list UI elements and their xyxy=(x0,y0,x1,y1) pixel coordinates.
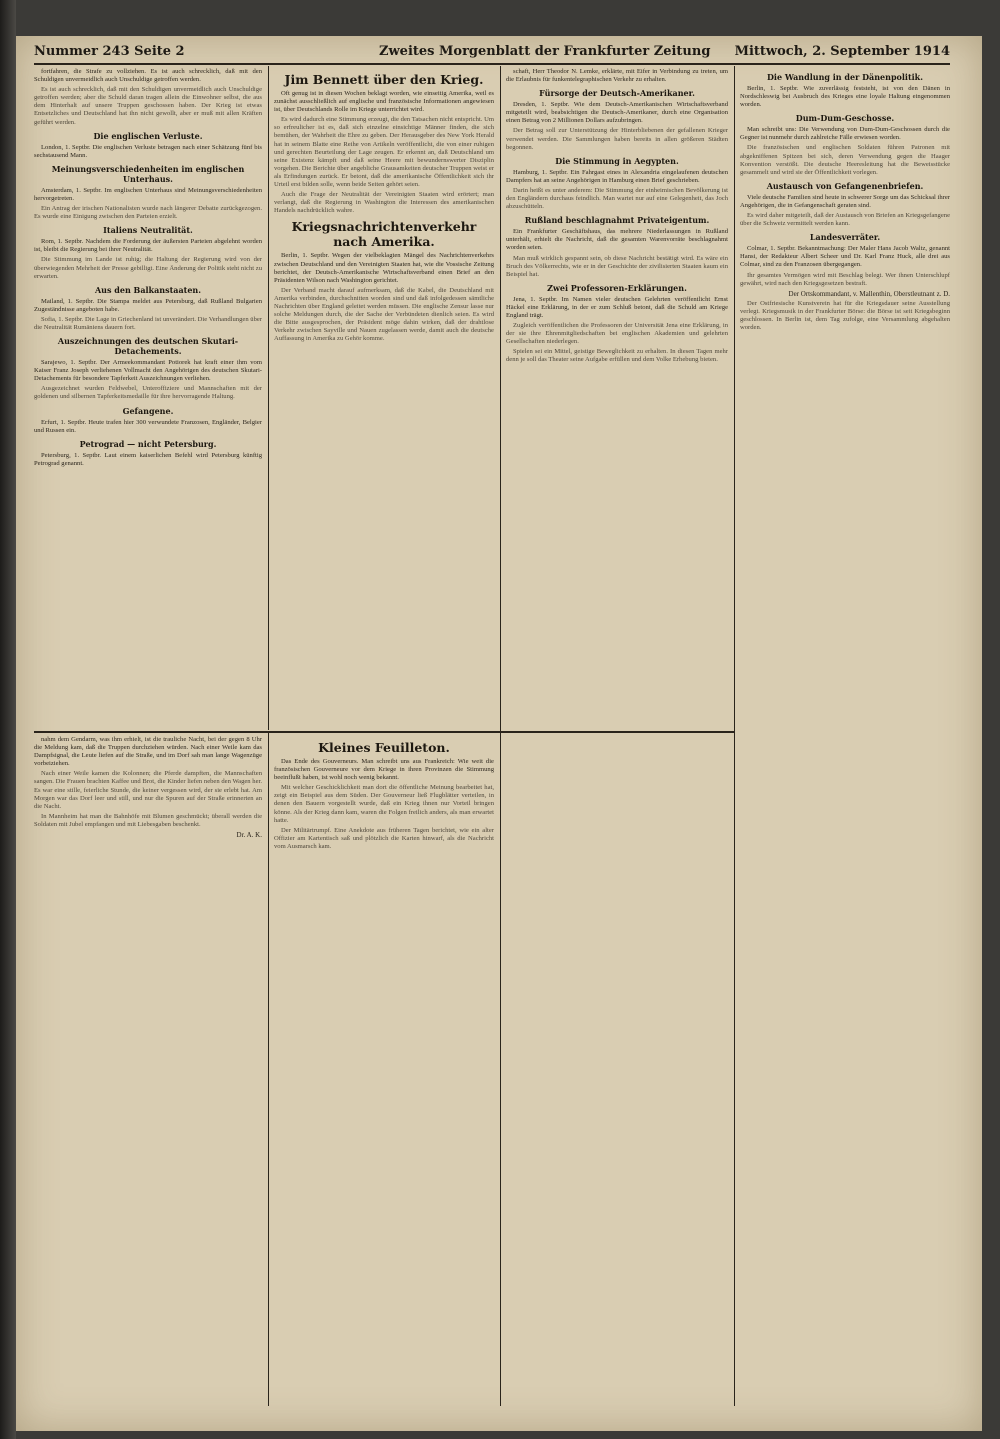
lower-column-1 xyxy=(34,736,262,1398)
heading-dumdum: Dum-Dum-Geschosse. xyxy=(795,113,895,124)
commandant-signature: Der Ortskommandant, v. Mallenthin, Oberstleutnant z. D. xyxy=(788,289,950,298)
heading-skutari: Auszeichnungen des deutschen Skutari-Detachements. xyxy=(57,336,239,357)
heading-welfare: Fürsorge der Deutsch-Amerikaner. xyxy=(539,88,695,99)
filler-text: Es ist auch schrecklich, daß mit den Schuldigen unvermeidlich auch Unschuldige getroffen werden; aber die Schuld daran tragen allein die Einwohner selbst, die aus dem Hinterhalt auf unsere Truppen geschossen haben. Der Krieg ist etwas Entsetzliches und Deutschland hat ihn nicht gewollt, aber er muß mit allen Kräften geführt werden. xyxy=(34,86,262,126)
filler-text: Der Verband macht darauf aufmerksam, daß die Kabel, die Deutschland mit Amerika verbinden, durchschnitten worden sind und daß infolgedessen sämtliche Nachrichten über England geleitet werden müssen. Die englische Zensur lasse nur solche Meldungen durch, die der Sache der Verbündeten dienlich seien. Es wird die Bitte ausgesprochen, der Präsident möge dahin wirken, daß der drahtlose Verkehr zwischen Sayville und Nauen zugelassen werde, damit auch die deutsche Auffassung in Amerika zu Gehör komme. xyxy=(274,286,494,343)
filler-text: Der Betrag soll zur Unterstützung der Hinterbliebenen der gefallenen Krieger verwendet werden. Die Sammlungen haben bereits in allen größeren Städten begonnen. xyxy=(506,127,728,151)
heading-feuilleton: Kleines Feuilleton. xyxy=(318,740,450,755)
filler-text: Mit welcher Geschicklichkeit man dort die öffentliche Meinung bearbeitet hat, zeigt ein Beispiel aus dem Süden. Der Gouverneur ließ Flugblätter verteilen, in denen den Bauern vorgestellt wurde, daß ein Krieg ihnen nur Vorteil bringen könne. Als der Krieg dann kam, waren die Folgen freilich anders, als man erwartet hatte. xyxy=(274,784,494,824)
column-rule-lower xyxy=(268,733,269,1406)
paragraph-bennett: Oft genug ist in diesen Wochen beklagt worden, wie einseitig Amerika, weil es zunächst ausschließlich auf englische und französische Informationen angewiesen ist, über Deutschlands Rolle im Kriege unterrichtet wird. xyxy=(274,90,494,114)
issue-date: Mittwoch, 2. September 1914 xyxy=(734,44,950,59)
paragraph-unterhaus: Amsterdam, 1. Septbr. Im englischen Unterhaus sind Meinungsverschiedenheiten hervorgetreten. xyxy=(34,186,262,202)
filler-text: Sofia, 1. Septbr. Die Lage in Griechenland ist unverändert. Die Verhandlungen über die Neutralität Rumäniens dauern fort. xyxy=(34,315,262,331)
filler-text: Die Stimmung im Lande ist ruhig; die Haltung der Regierung wird von der überwiegenden Mehrheit der Presse gebilligt. Eine Änderung der Politik steht nicht zu erwarten. xyxy=(34,256,262,280)
heading-italy: Italiens Neutralität. xyxy=(103,225,193,236)
header-rule xyxy=(34,63,950,65)
column-rule-2 xyxy=(500,66,501,1406)
lower-column-2 xyxy=(274,736,494,1398)
heading-prisoners: Gefangene. xyxy=(122,405,174,416)
heading-traitors: Landesverräter. xyxy=(809,232,881,243)
paragraph-russia-seizure: Ein Frankfurter Geschäftshaus, das mehrere Niederlassungen in Rußland unterhält, erhielt die Nachricht, daß die gesamten Warenvorräte beschlagnahmt worden seien. xyxy=(506,228,728,252)
paragraph-egypt: Hamburg, 1. Septbr. Ein Fahrgast eines in Alexandria eingelaufenen deutschen Dampfers hat an seine Angehörigen in Hamburg einen Brief geschrieben. xyxy=(506,168,728,184)
filler-text: Es wird daher mitgeteilt, daß der Austausch von Briefen an Kriegsgefangene über die Schweiz vermittelt werden kann. xyxy=(740,212,950,228)
column-rule-3 xyxy=(734,66,735,1406)
paper-title: Zweites Morgenblatt der Frankfurter Zeitung xyxy=(379,44,711,59)
heading-danes: Die Wandlung in der Dänenpolitik. xyxy=(766,72,924,82)
lower-paragraph: nahm dem Gendarm, was ihm erhielt, ist die trauliche Nacht, bei der gegen 8 Uhr die Meldung kam, daß die Truppen durchziehen würden. Nach einer Weile kam das Dampfsignal, die Leute liefen auf die Straße, und im Dorf sah man lange Wagenzüge vorbeiziehen. xyxy=(34,736,262,768)
heading-unterhaus: Meinungsverschiedenheiten im englischen Unterhaus. xyxy=(51,163,245,184)
heading-bennett: Jim Bennett über den Krieg. xyxy=(284,72,484,87)
column-rule-1 xyxy=(268,66,269,730)
feuilleton-paragraph: Das Ende des Gouverneurs. Man schreibt uns aus Frankreich: Wie weit die französischen Gouverneure vor dem Kriege in ihren Provinzen die Stimmung beeinflußt haben, ist wohl noch wenig bekannt. xyxy=(274,758,494,782)
heading-petrograd: Petrograd — nicht Petersburg. xyxy=(79,438,217,449)
filler-text: Zugleich veröffentlichen die Professoren der Universität Jena eine Erklärung, in der sie ihre Ehrenmitgliedschaften bei englischen Akademien und gelehrten Gesellschaften niederlegen. xyxy=(506,322,728,346)
filler-text: In Mannheim hat man die Bahnhöfe mit Blumen geschmückt; überall werden die Soldaten mit Jubel empfangen und mit Liebesgaben beschenkt. xyxy=(34,812,262,828)
filler-text: Es wird dadurch eine Stimmung erzeugt, die den Tatsachen nicht entspricht. Um so erfreulicher ist es, daß sich einzelne einsichtige Männer finden, die sich bemühen, der Wahrheit die Ehre zu geben. Der Herausgeber des New York Herald hat in seinem Blatte eine Reihe von Artikeln veröffentlicht, die von einer ruhigen und gerechten Beurteilung der Lage zeugen. Er erkennt an, daß Deutschland um seine Existenz kämpft und daß seine Heere mit bewundernswerter Disziplin vorgehen. Die Berichte über angebliche Grausamkeiten deutscher Truppen weist er als Erfindungen zurück. Er betont, daß die amerikanische Öffentlichkeit sich ihr Urteil erst bilden solle, wenn beide Seiten gehört seien. xyxy=(274,116,494,189)
paragraph-traitors: Colmar, 1. Septbr. Bekanntmachung: Der Maler Hans Jacob Waltz, genannt Hansi, der Redakteur Albert Scheer und Dr. Karl Franz Huck, alle drei aus Colmar, sind zu den Franzosen übergegangen. xyxy=(740,245,950,269)
issue-number: Nummer 243 Seite 2 xyxy=(34,44,185,59)
heading-professors: Zwei Professoren-Erklärungen. xyxy=(547,282,687,293)
column-3 xyxy=(506,68,728,1398)
lead-paragraph: schaft, Herr Theodor N. Lemke, erklärte, mit Eifer in Verbindung zu treten, um die Erlaubnis für funkentelegraphischen Verkehr zu erhalten. xyxy=(506,68,728,84)
filler-text: Der Ostfriesische Kunstverein hat für die Kriegsdauer seine Ausstellung verlegt. Kriegsmusik in der Frankfurter Börse: die Börse ist seit Kriegsbeginn geschlossen. In Berlin ist, dem Tag zufolge, eine Versammlung abgehalten worden. xyxy=(740,299,950,332)
filler-text: Auch die Frage der Neutralität der Vereinigten Staaten wird erörtert; man verlangt, daß die Regierung in Washington die Interessen des amerikanischen Handels nachdrücklich wahre. xyxy=(274,191,494,215)
author-signature: Dr. A. K. xyxy=(236,831,262,840)
heading-news-traffic: Kriegsnachrichtenverkehr nach Amerika. xyxy=(291,219,477,250)
filler-text: Der Militärtrumpf. Eine Anekdote aus früheren Tagen berichtet, wie ein alter Offizier am Kartentisch saß und plötzlich die Karten hinwarf, als die Nachricht vom Ausmarsch kam. xyxy=(274,826,494,850)
paragraph-skutari: Sarajewo, 1. Septbr. Der Armeekommandant Potiorek hat kraft einer ihm vom Kaiser Franz Joseph verliehenen Vollmacht den Angehörigen des deutschen Skutari-Detachements für besondere Tapferkeit Auszeichnungen verliehen. xyxy=(34,359,262,383)
paragraph-prisoner-letters: Viele deutsche Familien sind heute in schwerer Sorge um das Schicksal ihrer Angehörigen, die in Gefangenschaft geraten sind. xyxy=(740,193,950,209)
paragraph-english-losses: London, 1. Septbr. Die englischen Verluste betragen nach einer Schätzung fünf bis sechstausend Mann. xyxy=(34,143,262,159)
filler-text: Spielen sei ein Mittel, geistige Beweglichkeit zu erhalten. In diesen Tagen mehr denn je soll das Theater seine Aufgabe erfüllen und dem Volke Erhebung bieten. xyxy=(506,348,728,364)
filler-text: Ein Antrag der irischen Nationalisten wurde nach längerer Debatte zurückgezogen. Es wurde eine Einigung zwischen den Parteien erzielt. xyxy=(34,205,262,221)
filler-text: Ausgezeichnet wurden Feldwebel, Unteroffiziere und Mannschaften mit der goldenen und silbernen Tapferkeitsmedaille für ihre hervorragende Haltung. xyxy=(34,385,262,401)
page-header xyxy=(34,44,950,64)
paragraph-prisoners: Erfurt, 1. Septbr. Heute trafen hier 300 verwundete Franzosen, Engländer, Belgier und Russen ein. xyxy=(34,418,262,434)
paragraph-news-traffic: Berlin, 1. Septbr. Wegen der vielbeklagten Mängel des Nachrichtenverkehrs zwischen Deutschland und den Vereinigten Staaten hat, wie die Vossische Zeitung berichtet, der Deutsch-Amerikanische Wirtschaftsverband einen Brief an den Präsidenten Wilson nach Washington gerichtet. xyxy=(274,252,494,284)
filler-text: Ihr gesamtes Vermögen wird mit Beschlag belegt. Wer ihnen Unterschlupf gewährt, wird nach den Kriegsgesetzen bestraft. xyxy=(740,271,950,287)
paragraph-balkans: Mailand, 1. Septbr. Die Stampa meldet aus Petersburg, daß Rußland Bulgarien Zugeständnisse angeboten habe. xyxy=(34,297,262,313)
column-2 xyxy=(274,68,494,728)
heading-prisoner-letters: Austausch von Gefangenenbriefen. xyxy=(766,180,924,191)
filler-text: Darin heißt es unter anderem: Die Stimmung der einheimischen Bevölkerung ist den Engländern durchaus feindlich. Man wartet nur auf eine Gelegenheit, das Joch abzuschütteln. xyxy=(506,186,728,211)
paragraph-italy: Rom, 1. Septbr. Nachdem die Forderung der äußersten Parteien abgelehnt worden ist, bleibt die Regierung bei ihrer Neutralität. xyxy=(34,238,262,254)
paragraph-dumdum: Man schreibt uns: Die Verwendung von Dum-Dum-Geschossen durch die Gegner ist nunmehr durch zahlreiche Fälle erwiesen worden. xyxy=(740,126,950,142)
paragraph-petrograd: Petersburg, 1. Septbr. Laut einem kaiserlichen Befehl wird Petersburg künftig Petrograd genannt. xyxy=(34,451,262,467)
heading-egypt: Die Stimmung in Aegypten. xyxy=(555,155,679,166)
column-4 xyxy=(740,68,950,1398)
paragraph-welfare: Dresden, 1. Septbr. Wie dem Deutsch-Amerikanischen Wirtschaftsverband mitgeteilt wird, beabsichtigen die Deutsch-Amerikaner, durch eine Organisation einen Betrag von 2 Millionen Dollars aufzubringen. xyxy=(506,101,728,125)
filler-text: Man muß wirklich gespannt sein, ob diese Nachricht bestätigt wird. Es wäre ein Bruch des Völkerrechts, wie er in der Geschichte der zivilisierten Staaten kaum ein Beispiel hat. xyxy=(506,254,728,278)
heading-balkans: Aus den Balkanstaaten. xyxy=(94,284,202,295)
column-1 xyxy=(34,68,262,728)
lead-paragraph: fortfahren, die Strafe zu vollziehen. Es ist auch schrecklich, daß mit den Schuldigen unvermeidlich auch Unschuldige getroffen werden. xyxy=(34,68,262,84)
heading-russia-seizure: Rußland beschlagnahmt Privateigentum. xyxy=(524,215,710,226)
filler-text: Nach einer Weile kamen die Kolonnen; die Pferde dampften, die Mannschaften sangen. Die Frauen brachten Kaffee und Brot, die Kinder liefen neben den Wagen her. Es war eine stille, feierliche Stunde, die keiner vergessen wird, der sie erlebt hat. Am Morgen war das Dorf leer und still, und nur die Spuren auf der Straße erinnerten an die Nacht. xyxy=(34,770,262,810)
paragraph-professors: Jena, 1. Septbr. Im Namen vieler deutschen Gelehrten veröffentlicht Ernst Häckel eine Erklärung, in der er zum Schluß betont, daß die Schuld am Kriege England trägt. xyxy=(506,295,728,319)
filler-text: Die französischen und englischen Soldaten führen Patronen mit abgekniffenen Spitzen bei sich, deren Verwendung gegen die Haager Konvention verstößt. Die deutsche Heeresleitung hat die Beweisstücke gesammelt und wird sie der Öffentlichkeit vorlegen. xyxy=(740,144,950,176)
paragraph-danes: Berlin, 1. Septbr. Wie zuverlässig feststeht, ist von den Dänen in Nordschleswig bei Ausbruch des Krieges eine loyale Haltung eingenommen worden. xyxy=(740,85,950,109)
book-binding xyxy=(0,0,16,1439)
heading-english-losses: Die englischen Verluste. xyxy=(93,130,203,141)
